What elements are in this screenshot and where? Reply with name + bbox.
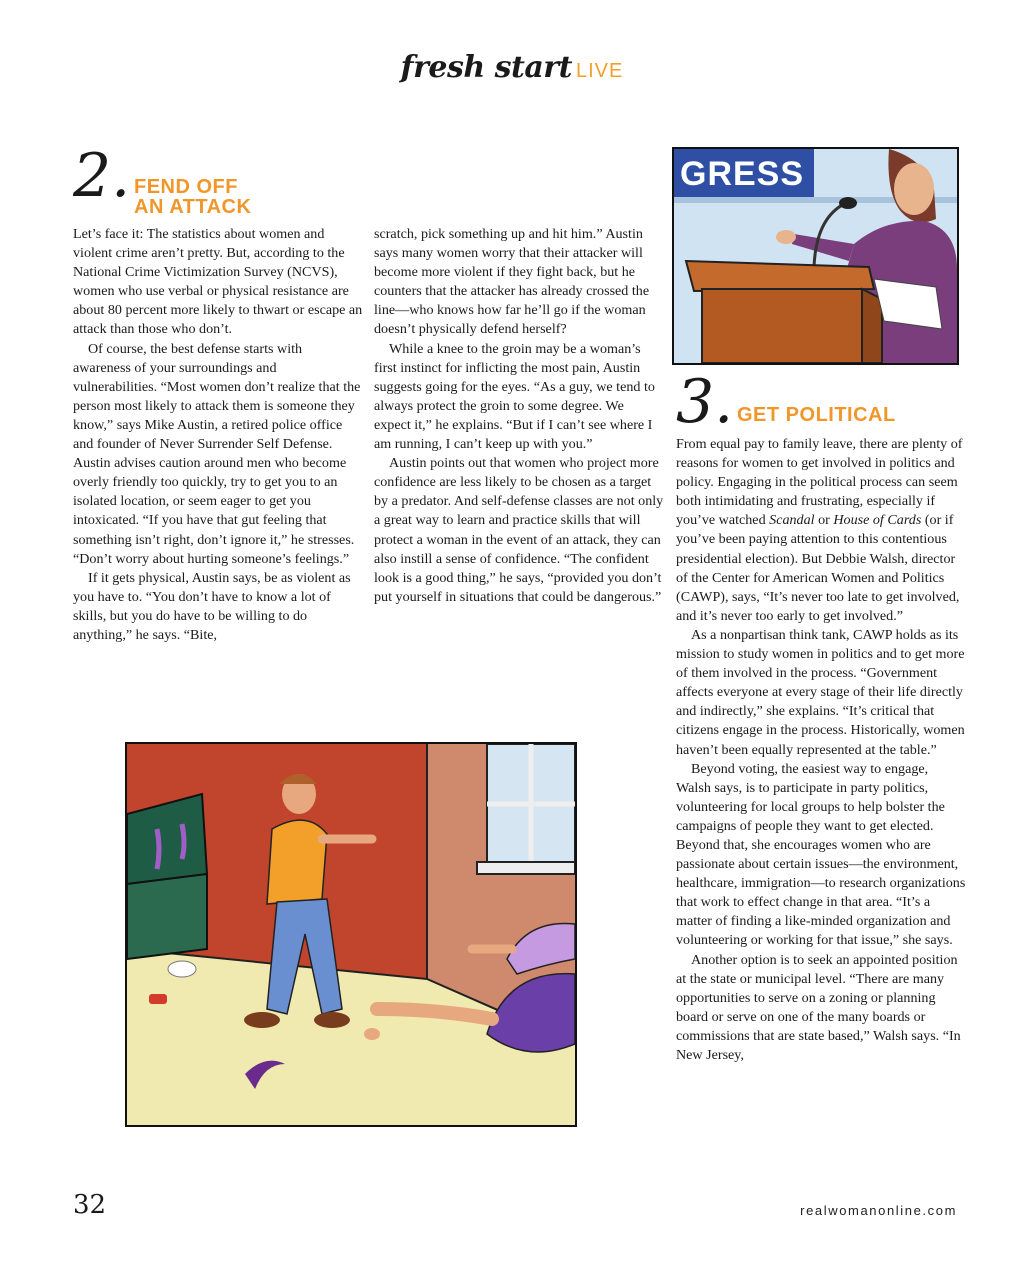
- section-2-number: 2.: [73, 141, 131, 211]
- section-2-title-line2: AN ATTACK: [134, 196, 252, 218]
- show-title-house-of-cards: House of Cards: [833, 512, 922, 529]
- paragraph: If it gets physical, Austin says, be as violent as you have to. “You don’t have to know a lot of skills, but you do have to be willing to do anything,” he says. “Bite,: [73, 569, 351, 643]
- section-3-title: GET POLITICAL: [737, 404, 896, 426]
- p1-text-a: From equal pay to family leave, there are plenty of reasons for women to get involved in politics and policy. Engaging in the political process can seem both intimidating and frustrating, especially if you’ve watched: [676, 436, 963, 529]
- p1-text-c: (or if you’ve been paying attention to this contentious presidential election). But Debbie Walsh, director of the Center for American Women and Politics (CAWP), says, “It’s never too late to get involved, and it’s never too early to get involved.”: [676, 512, 960, 624]
- masthead-brand: fresh start: [400, 50, 572, 85]
- p1-text-b: or: [814, 512, 834, 529]
- paragraph: scratch, pick something up and hit him.” Austin says many women worry that their attacker will become more violent if they fight back, but he counters that the attacker has already crossed the line—who knows how far he’ll go if the woman doesn’t physically defend herself?: [374, 226, 650, 338]
- section-2-title-line1: FEND OFF: [134, 176, 238, 198]
- page-number: 32: [73, 1190, 107, 1220]
- masthead-section: LIVE: [575, 60, 624, 82]
- paragraph: Let’s face it: The statistics about women and violent crime aren’t pretty. But, according to the National Crime Victimization Survey (NCVS), women who use verbal or physical resistance are about 80 percent more likely to thwart or escape an attack than those who don’t.: [73, 226, 363, 338]
- paragraph: Beyond voting, the easiest way to engage, Walsh says, is to participate in party politics, volunteering for local groups to help bolster the campaigns of people they want to get elected. Beyond that, she encourages women who are passionate about certain issues—the environment, healthcare, immigration—to research organizations that work to effect change in that area. “It’s a matter of finding a like-minded organization and volunteering or working for that issue,” she says.: [676, 760, 966, 949]
- show-title-scandal: Scandal: [769, 512, 815, 529]
- masthead: [0, 50, 1024, 85]
- paragraph: As a nonpartisan think tank, CAWP holds as its mission to study women in politics and to get more of them involved in the process. “Government affects everyone at every stage of their life directly and indirectly,” she explains. “It’s critical that citizens engage in the process. Historically, women haven’t been equally represented at the table.”: [676, 626, 965, 758]
- article-column-2: [374, 225, 664, 607]
- article-column-3: [676, 435, 966, 1065]
- illustration-politician-podium: [672, 147, 959, 365]
- website-url: realwomanonline.com: [800, 1203, 957, 1218]
- paragraph: Austin points out that women who project more confidence are less likely to be chosen as a target by a predator. And self-defense classes are not only a great way to learn and practice skills that will protect a woman in the event of an attack, they can also instill a sense of confidence. “The confident look is a good thing,” he says, “provided you don’t put yourself in situations that could be dangerous.”: [374, 455, 664, 605]
- paragraph: Of course, the best defense starts with awareness of your surroundings and vulnerabilities. “Most women don’t realize that the person most likely to attack them is someone they know,” says Mike Austin, a retired police office and founder of Never Surrender Self Defense. Austin advises caution around men who become overly friendly too quickly, try to get you to an isolated location, or seem eager to get you intoxicated. “If you have that gut feeling that something isn’t right, don’t ignore it,” he stresses. “Don’t worry about hurting someone’s feelings.”: [73, 340, 361, 567]
- section-2-title: [134, 177, 251, 217]
- banner-text: GRESS: [680, 155, 805, 193]
- article-column-1: [73, 225, 363, 645]
- paragraph: [676, 435, 966, 626]
- paragraph: While a knee to the groin may be a woman’s first instinct for inflicting the most pain, Austin suggests going for the eyes. “As a guy, we tend to always protect the groin to some degree. We expect it,” he explains. “But if I can’t see where I am running, I can’t keep up with you.”: [374, 340, 655, 453]
- section-3-number: 3.: [676, 367, 734, 437]
- illustration-self-defense: [125, 742, 577, 1127]
- paragraph: Another option is to seek an appointed position at the state or municipal level. “There are many opportunities to serve on a zoning or planning board or serve on one of the many boards or commissions that are state based,” Walsh says. “In New Jersey,: [676, 951, 961, 1063]
